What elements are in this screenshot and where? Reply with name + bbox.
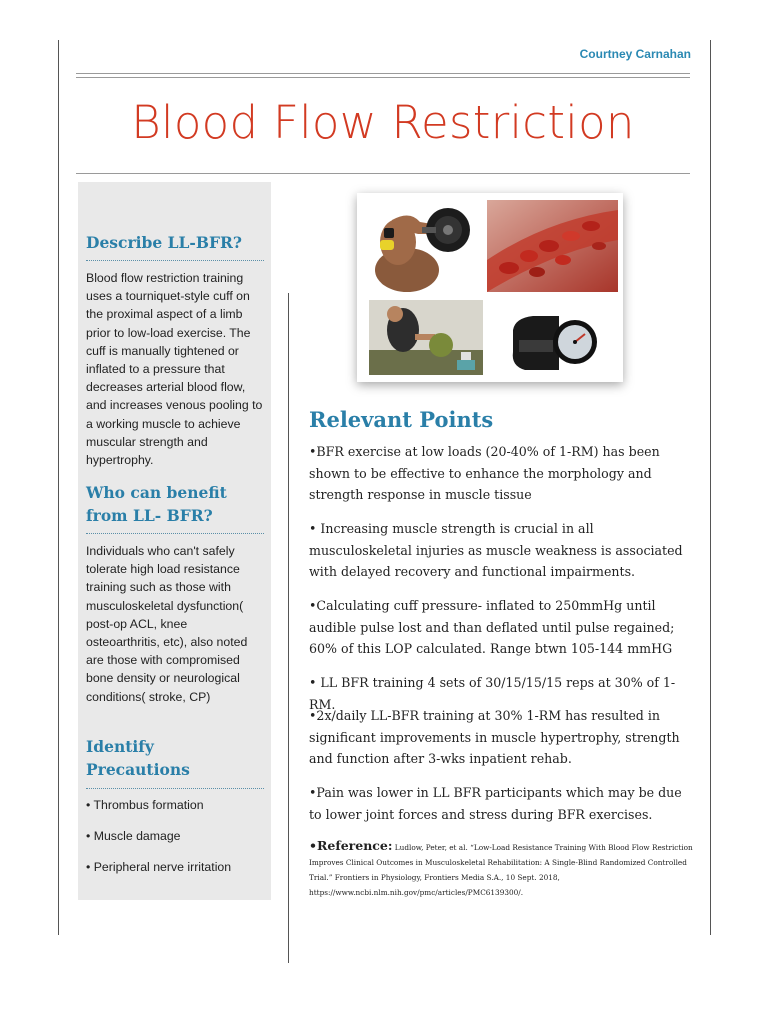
image-collage: [357, 193, 623, 382]
point-item: •BFR exercise at low loads (20-40% of 1-RM) has been shown to be effective to enhance the morphology and strength response in muscle tissue: [309, 444, 660, 503]
sidebar-text-benefit: Individuals who can't safely tolerate high load resistance training such as those with musculoskeletal dysfunction( post-op ACL, knee osteoarthritis, etc), also noted are those with compromised bone density or neurological conditions( stroke, CP): [86, 544, 248, 704]
sidebar-panel: [78, 182, 271, 900]
bicep-curl-with-cuff-photo: [362, 200, 480, 292]
column-divider-line: [288, 293, 289, 963]
sidebar-divider: [86, 533, 264, 534]
reference-citation: [309, 838, 695, 900]
relevant-points-heading: Relevant Points: [309, 407, 494, 432]
left-border-line: [58, 40, 59, 935]
sidebar-heading-precautions: Identify Precautions: [86, 737, 190, 779]
title-rule: [76, 173, 690, 174]
right-border-line: [710, 40, 711, 935]
sidebar-heading-benefit: Who can benefit from LL- BFR?: [86, 483, 227, 525]
reference-label: •Reference:: [309, 838, 393, 853]
author-name: Courtney Carnahan: [579, 47, 691, 61]
pressure-cuff-device-photo: [505, 300, 605, 375]
sidebar-divider: [86, 788, 264, 789]
point-item: • Increasing muscle strength is crucial in all musculoskeletal injuries as muscle weakness is associated with delayed recovery and functional impairments.: [309, 521, 683, 580]
top-rule-2: [76, 77, 690, 78]
page-title: Blood Flow Restriction: [131, 96, 635, 149]
point-item: •Pain was lower in LL BFR participants which may be due to lower joint forces and stress during BFR exercises.: [309, 785, 682, 822]
point-item: •2x/daily LL-BFR training at 30% 1-RM has resulted in significant improvements in muscle hypertrophy, strength and function after 3-wks inpatient rehab.: [309, 708, 680, 767]
person-exercising-photo: [369, 300, 483, 375]
top-rule: [76, 73, 690, 74]
reference-text: Ludlow, Peter, et al. “Low-Load Resistance Training With Blood Flow Restriction Improves Clinical Outcomes in Musculoskeletal Rehabilitation: A Single-Blind Randomized Controlled Trial.” Frontiers in Physiology, Frontiers Media S.A., 10 Sept. 2018, https://www.ncbi.nlm.nih.gov/pmc/articles/PMC6139300/.: [309, 843, 693, 897]
blood-cells-in-vessel-illustration: [487, 200, 618, 292]
point-item: • LL BFR training 4 sets of 30/15/15/15 reps at 30% of 1-RM.: [309, 675, 676, 712]
sidebar-heading-describe: Describe LL-BFR?: [86, 233, 242, 252]
precaution-item: • Peripheral nerve irritation: [86, 860, 232, 874]
precaution-item: • Muscle damage: [86, 829, 181, 843]
sidebar-text-describe: Blood flow restriction training uses a tourniquet-style cuff on the proximal aspect of a limb prior to low-load exercise. The cuff is manually tightened or inflated to a pressure that decreases arterial blood flow, and increases venous pooling to a working muscle to achieve muscular strength and hypertrophy.: [86, 271, 263, 468]
precaution-item: • Thrombus formation: [86, 798, 204, 812]
point-item: •Calculating cuff pressure- inflated to 250mmHg until audible pulse lost and than deflated until pulse regained; 60% of this LOP calculated. Range btwn 105-144 mmHG: [309, 598, 675, 657]
sidebar-divider: [86, 260, 264, 261]
